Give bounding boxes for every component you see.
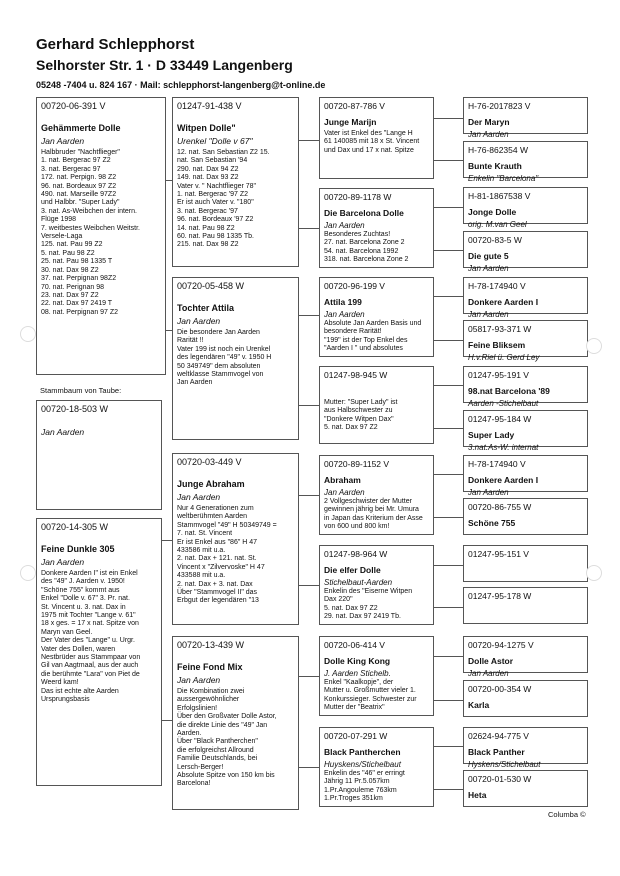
pigeon-name: Schöne 755 — [468, 518, 516, 528]
pigeon-card-col3-6 — [319, 636, 434, 716]
detail-line: Enkelin des "Eiserne Witpen — [324, 588, 413, 595]
pigeon-name: Heta — [468, 790, 487, 800]
ring-number: 00720-87-786 V — [324, 101, 385, 111]
pigeon-details — [324, 498, 429, 532]
ring-number: 01247-95-178 W — [468, 591, 532, 601]
detail-line: Er ist Enkel aus "86" H 47 — [177, 538, 258, 546]
pigeon-strain: Aarden -Stichelbaut — [468, 399, 539, 408]
detail-line: 5. nat. Dax 97 Z2 — [324, 604, 378, 612]
pigeon-card-col2-0 — [172, 97, 299, 267]
breeder-contact: 05248 -7404 u. 824 167 · Mail: schlepphorst-langenberg@t-online.de — [36, 80, 326, 90]
ring-number: 00720-06-414 V — [324, 640, 385, 650]
detail-line: 29. nat. Dax 97 2419 Tb. — [324, 613, 401, 621]
detail-line: 433588 mit u.a. — [177, 572, 226, 580]
pigeon-strain: Jan Aarden — [41, 136, 85, 146]
pigeon-card-col4-0 — [463, 97, 588, 139]
detail-line: Rarität !! — [177, 337, 204, 345]
pigeon-card-col1-0 — [36, 97, 166, 375]
connector-line — [162, 540, 172, 541]
detail-line: Vincent x "Zilvervoske" H 47 — [177, 563, 265, 571]
connector-line — [299, 405, 319, 406]
detail-line: Erfolgslinien! — [177, 704, 218, 712]
detail-line: 1.Pr.Troges 351km — [324, 795, 383, 803]
pigeon-name: Donkere Aarden I — [468, 475, 539, 485]
pigeon-card-col3-5 — [319, 545, 434, 625]
pigeon-strain: Jan Aarden — [41, 557, 85, 567]
detail-line: des "49" J. Aarden v. 1950! — [41, 578, 125, 586]
pigeon-strain: J. Aarden Stichelb. — [324, 669, 391, 678]
detail-line: Das ist echte alte Aarden — [41, 687, 119, 695]
detail-line: 290. nat. Dax 94 Z2 — [177, 165, 239, 173]
pigeon-name: Bunte Krauth — [468, 161, 522, 171]
detail-line: besondere Rarität! — [324, 328, 382, 336]
detail-line: weltberühmten Aarden — [177, 513, 248, 521]
pigeon-card-col4-15 — [463, 770, 588, 807]
detail-line: 96. nat. Bordeaux '97 Z2 — [177, 216, 254, 224]
detail-line: Jan Aarden — [177, 379, 213, 387]
ring-number: 01247-91-438 V — [177, 101, 242, 111]
detail-line: 96. nat. Bordeaux 97 Z2 — [41, 182, 117, 190]
pigeon-details — [177, 329, 294, 388]
detail-line: 1. nat. Bergerac '97 Z2 — [177, 191, 248, 199]
ring-number: 00720-05-458 W — [177, 281, 245, 291]
ring-number: 01247-98-945 W — [324, 370, 388, 380]
detail-line: aussergewöhnlicher — [177, 696, 240, 704]
pigeon-strain: orig. M.van Geel — [468, 220, 527, 229]
detail-line: 70. nat. Perignan 98 — [41, 283, 105, 291]
pigeon-details — [177, 149, 294, 250]
pigeon-name: Black Panther — [468, 747, 525, 757]
pigeon-strain: Urenkel "Dolle v 67" — [177, 136, 253, 146]
detail-line: 22. nat. Dax 97 2419 T — [41, 300, 113, 308]
connector-line — [299, 140, 319, 141]
detail-line: "Schöne 755" kommt aus — [41, 586, 120, 594]
detail-line: Absolute Spitze von 150 km bis — [177, 772, 275, 780]
ring-number: 00720-83-5 W — [468, 235, 522, 245]
ring-number: 00720-89-1152 V — [324, 459, 390, 469]
detail-line: 433586 mit u.a. — [177, 547, 226, 555]
pigeon-details — [324, 679, 429, 713]
detail-line: Vater v. " Nachtflieger 78" — [177, 182, 257, 190]
ring-number: H-78-174940 V — [468, 281, 526, 291]
connector-line — [299, 767, 319, 768]
connector-line — [162, 720, 172, 721]
pigeon-strain: Jan Aarden — [177, 316, 221, 326]
ring-number: 00720-96-199 V — [324, 281, 385, 291]
detail-line: 3. nat. Bergerac 97 — [41, 165, 101, 173]
ring-number: 01247-95-184 W — [468, 414, 532, 424]
ring-number: 00720-00-354 W — [468, 684, 532, 694]
detail-line: von 600 und 800 km! — [324, 523, 390, 531]
detail-line: "Aarden I " und absolutes — [324, 345, 403, 353]
detail-line: "199" ist der Top Enkel des — [324, 336, 408, 344]
detail-line: aus Halbschwester zu — [324, 407, 393, 415]
connector-line — [166, 330, 172, 331]
pigeon-name: Dolle Astor — [468, 656, 514, 666]
pigeon-strain: Jan Aarden — [468, 130, 509, 139]
ring-number: 00720-03-449 V — [177, 457, 242, 467]
pigeon-card-col4-2 — [463, 187, 588, 229]
detail-line: Enkel "Kaalkopje", der — [324, 679, 394, 686]
pigeon-name: Feine Dunkle 305 — [41, 544, 115, 554]
pigeon-name: Karla — [468, 700, 490, 710]
ring-number: H-81-1867538 V — [468, 191, 531, 201]
detail-line: 18 x ges. = 17 x nat. Spitze von — [41, 620, 139, 628]
connector-line — [434, 474, 463, 475]
pigeon-card-col4-1 — [463, 141, 588, 183]
connector-line — [434, 789, 463, 790]
pigeon-card-col4-14 — [463, 727, 588, 769]
pigeon-strain: Jan Aarden — [41, 427, 85, 437]
connector-line — [434, 250, 463, 251]
ring-number: 00720-86-755 W — [468, 502, 532, 512]
pigeon-name: Die gute 5 — [468, 251, 509, 261]
detail-line: Enkelin des "46" er erringt — [324, 770, 405, 777]
pigeon-name: Tochter Attila — [177, 303, 235, 313]
pigeon-card-col2-3 — [172, 636, 299, 810]
detail-line: Vater ist Enkel des "Lange H — [324, 130, 413, 137]
detail-line: 23. nat. Dax 97 Z2 — [41, 291, 99, 299]
detail-line: Ursprungsbasis — [41, 696, 90, 704]
stammbaum-label: Stammbaum von Taube: — [40, 386, 122, 395]
connector-line — [434, 385, 463, 386]
detail-line: Über "Black Pantherchen" — [177, 738, 258, 746]
pigeon-details — [41, 149, 161, 317]
pigeon-name: Junge Marijn — [324, 117, 377, 127]
pigeon-card-col4-6 — [463, 366, 588, 408]
detail-line: Familie Deutschlands, bei — [177, 755, 258, 763]
pigeon-name: Die Barcelona Dolle — [324, 208, 404, 218]
connector-line — [434, 517, 463, 518]
detail-line: Flüge 1998 — [41, 216, 77, 224]
detail-line: Lersch-Berger! — [177, 763, 224, 771]
pigeon-details — [177, 688, 294, 789]
ring-number: H-76-862354 W — [468, 145, 529, 155]
pigeon-strain: Enkelin "Barcelona" — [468, 174, 539, 183]
detail-line: nat. San Sebastian '94 — [177, 157, 248, 165]
detail-line: Nestbrüder aus Stammpaar von — [41, 654, 141, 662]
pigeon-details — [324, 130, 429, 155]
pigeon-name: Black Pantherchen — [324, 747, 401, 757]
detail-line: Stammvogel "49" H 50349749 = — [177, 521, 277, 529]
pigeon-card-col4-13 — [463, 680, 588, 717]
detail-line: Jährig 11 Pr.5.057km — [324, 778, 390, 786]
detail-line: Weerd kam! — [41, 679, 79, 687]
detail-line: Die Kombination zwei — [177, 688, 245, 695]
pigeon-card-col2-1 — [172, 277, 299, 440]
pigeon-name: Super Lady — [468, 430, 515, 440]
connector-line — [299, 676, 319, 677]
detail-line: 2 Vollgeschwister der Mutter — [324, 498, 412, 505]
ring-number: 00720-94-1275 V — [468, 640, 534, 650]
detail-line: 318. nat. Barcelona Zone 2 — [324, 256, 409, 264]
detail-line: 61 140085 mit 18 x St. Vincent — [324, 138, 420, 146]
detail-line: Mutter der "Beatrix" — [324, 704, 385, 712]
detail-line: und Dax und 17 x nat. Spitze — [324, 146, 414, 154]
pigeon-strain: Stichelbaut-Aarden — [324, 578, 393, 587]
detail-line: 5. nat. Pau 98 Z2 — [41, 249, 95, 257]
detail-line: Mutter u. Großmutter vieler 1. — [324, 687, 416, 695]
pigeon-strain: Jan Aarden — [324, 310, 365, 319]
breeder-name: Gerhard Schlepphorst — [36, 36, 195, 53]
ring-number: 00720-14-305 W — [41, 522, 109, 532]
pigeon-name: Feine Fond Mix — [177, 662, 243, 672]
connector-line — [434, 700, 463, 701]
detail-line: 7. nat. St. Vincent — [177, 530, 233, 538]
pigeon-card-col3-3 — [319, 366, 434, 444]
pigeon-name: Witpen Dolle" — [177, 123, 236, 133]
punch-hole — [586, 565, 602, 581]
detail-line: gewinnen jährig bei Mr. Umura — [324, 506, 419, 514]
detail-line: Er ist auch Vater v. "180" — [177, 199, 254, 207]
detail-line: "Donkere Witpen Dax" — [324, 415, 394, 423]
pigeon-card-col1-1 — [36, 400, 162, 510]
ring-number: 00720-01-530 W — [468, 774, 532, 784]
detail-line: in Japan das Kriterium der Asse — [324, 514, 423, 522]
pigeon-name: Dolle King Kong — [324, 656, 391, 666]
detail-line: 3. nat. As-Weibchen der intern. — [41, 207, 137, 215]
pigeon-strain: Huyskens/Stichelbaut — [324, 760, 401, 769]
detail-line: 2. nat. Dax + 121. nat. St. — [177, 555, 257, 563]
pigeon-card-col1-2 — [36, 518, 162, 786]
connector-line — [434, 656, 463, 657]
ring-number: 00720-89-1178 W — [324, 192, 392, 202]
ring-number: 02624-94-775 V — [468, 731, 529, 741]
pigeon-card-col4-7 — [463, 410, 588, 452]
detail-line: St. Vincent u. 3. nat. Dax in — [41, 603, 126, 611]
detail-line: 08. nat. Perpignan 97 Z2 — [41, 308, 119, 316]
ring-number: 01247-95-151 V — [468, 549, 529, 559]
connector-line — [299, 228, 319, 229]
pigeon-name: Junge Abraham — [177, 479, 245, 489]
detail-line: weltklasse Stammvogel von — [177, 371, 264, 379]
detail-line: Über den Großvater Dolle Astor, — [177, 713, 277, 721]
pigeon-strain: Jan Aarden — [468, 669, 509, 678]
connector-line — [434, 428, 463, 429]
footer-copyright: Columba © — [548, 810, 586, 819]
pigeon-card-col4-8 — [463, 455, 588, 497]
pigeon-card-col4-5 — [463, 320, 588, 362]
pigeon-name: Donkere Aarden I — [468, 297, 539, 307]
detail-line: 7. weitbestes Weibchen Weitstr. — [41, 224, 140, 232]
pigeon-name: Der Maryn — [468, 117, 510, 127]
detail-line: Vater des Dollen, waren — [41, 645, 116, 653]
detail-line: 149. nat. Dax 93 Z2 — [177, 174, 239, 182]
detail-line: 30. nat. Dax 98 Z2 — [41, 266, 99, 274]
detail-line: Absolute Jan Aarden Basis und — [324, 320, 422, 327]
pigeon-strain: Jan Aarden — [324, 488, 365, 497]
detail-line: 37. nat. Perpignan 98Z2 — [41, 275, 117, 283]
pigeon-name: Gehämmerte Dolle — [41, 123, 121, 133]
pigeon-card-col3-7 — [319, 727, 434, 807]
connector-line — [434, 160, 463, 161]
pigeon-strain: Hyskens/Stichelbaut — [468, 760, 541, 769]
connector-line — [434, 565, 463, 566]
detail-line: 1975 mit Tochter "Lange v. 61" — [41, 612, 136, 620]
punch-hole — [20, 326, 36, 342]
connector-line — [434, 607, 463, 608]
pigeon-details — [324, 399, 429, 433]
pigeon-card-col3-1 — [319, 188, 434, 268]
detail-line: Besonderes Zuchtas! — [324, 231, 391, 238]
detail-line: Halbbruder "Nachtflieger" — [41, 149, 120, 156]
pigeon-name: Abraham — [324, 475, 361, 485]
pigeon-details — [324, 320, 429, 354]
detail-line: Barcelona! — [177, 780, 211, 788]
pigeon-name: 98.nat Barcelona '89 — [468, 386, 550, 396]
pigeon-strain: Jan Aarden — [468, 310, 509, 319]
pigeon-card-col4-12 — [463, 636, 588, 678]
ring-number: H-78-174940 V — [468, 459, 526, 469]
pigeon-strain: H.v.Riel ü. Gerd Ley — [468, 353, 540, 362]
pigeon-strain: 3.nat.As-W. internat — [468, 443, 539, 452]
detail-line: 172. nat. Perpign. 98 Z2 — [41, 174, 117, 182]
detail-line: Über "Stammvogel II" das — [177, 589, 258, 597]
punch-hole — [20, 565, 36, 581]
connector-line — [299, 495, 319, 496]
detail-line: 12. nat. San Sebastian Z2 15. — [177, 149, 270, 156]
detail-line: Konkurssieger. Schwester zur — [324, 695, 417, 703]
detail-line: Vater 199 ist noch ein Urenkel — [177, 345, 271, 353]
pigeon-card-col4-4 — [463, 277, 588, 319]
detail-line: die berühmte "Lara" von Piet de — [41, 670, 140, 678]
pigeon-card-col4-9 — [463, 498, 588, 535]
punch-hole — [586, 338, 602, 354]
pigeon-name: Die elfer Dolle — [324, 565, 381, 575]
detail-line: 25. nat. Pau 98 1335 T — [41, 258, 113, 266]
detail-line: Donkere Aarden I" ist ein Enkel — [41, 570, 138, 577]
pigeon-details — [177, 505, 294, 606]
detail-line: die direkte Linie des "49" Jan — [177, 721, 268, 729]
ring-number: 00720-06-391 V — [41, 101, 106, 111]
detail-line: 1.Pr.Angouleme 763km — [324, 786, 397, 794]
detail-line: und Halbbr. "Super Lady" — [41, 199, 120, 207]
detail-line: 2. nat. Dax + 3. nat. Dax — [177, 580, 253, 588]
detail-line: 3. nat. Bergerac '97 — [177, 207, 238, 215]
detail-line: des legendären "49" v. 1950 H — [177, 354, 272, 362]
pigeon-details — [324, 588, 429, 622]
pigeon-strain: Jan Aarden — [177, 492, 221, 502]
pigeon-card-col2-2 — [172, 453, 299, 625]
pigeon-name: Attila 199 — [324, 297, 362, 307]
pigeon-card-col4-10 — [463, 545, 588, 582]
ring-number: 00720-07-291 W — [324, 731, 388, 741]
connector-line — [434, 296, 463, 297]
pigeon-name: Feine Bliksem — [468, 340, 526, 350]
connector-line — [434, 118, 463, 119]
pigeon-card-col3-0 — [319, 97, 434, 179]
pigeon-strain: Jan Aarden — [468, 488, 509, 497]
detail-line: Gil van Aagtmaal, aus der auch — [41, 662, 139, 670]
detail-line: Erbgut der legendären "13 — [177, 597, 259, 605]
connector-line — [166, 180, 172, 181]
pigeon-strain: Jan Aarden — [324, 221, 365, 230]
detail-line: Versele-Laga — [41, 233, 83, 241]
detail-line: 5. nat. Dax 97 Z2 — [324, 424, 378, 432]
connector-line — [299, 585, 319, 586]
connector-line — [434, 746, 463, 747]
detail-line: Mutter: "Super Lady" ist — [324, 399, 398, 406]
connector-line — [299, 315, 319, 316]
ring-number: 00720-13-439 W — [177, 640, 245, 650]
pigeon-card-col3-2 — [319, 277, 434, 357]
detail-line: Nur 4 Generationen zum — [177, 505, 254, 512]
detail-line: Dax 220" — [324, 596, 353, 604]
detail-line: 50 349749" dem absoluten — [177, 362, 261, 370]
detail-line: 490. nat. Marseille 97Z2 — [41, 191, 117, 199]
detail-line: Der Vater des "Lange" u. Urgr. — [41, 637, 135, 645]
pigeon-details — [41, 570, 157, 705]
detail-line: Enkel "Dolle v. 67" 3. Pr. nat. — [41, 595, 130, 603]
detail-line: 215. nat. Dax 98 Z2 — [177, 241, 239, 249]
detail-line: 125. nat. Pau 99 Z2 — [41, 241, 103, 249]
detail-line: Die besondere Jan Aarden — [177, 329, 260, 336]
pigeon-strain: Jan Aarden — [177, 675, 221, 685]
connector-line — [434, 340, 463, 341]
pigeon-name: Jonge Dolle — [468, 207, 517, 217]
detail-line: 14. nat. Pau 98 Z2 — [177, 224, 235, 232]
pigeon-details — [324, 231, 429, 265]
ring-number: H-76-2017823 V — [468, 101, 531, 111]
ring-number: 05817-93-371 W — [468, 324, 532, 334]
pigeon-card-col4-11 — [463, 587, 588, 624]
detail-line: 1. nat. Bergerac 97 Z2 — [41, 157, 111, 165]
ring-number: 00720-18-503 W — [41, 404, 109, 414]
detail-line: 54. nat. Barcelona 1992 — [324, 247, 399, 255]
pigeon-details — [324, 770, 429, 804]
detail-line: Aarden. — [177, 730, 202, 738]
ring-number: 01247-98-964 W — [324, 549, 388, 559]
detail-line: 60. nat. Pau 98 1335 Tb. — [177, 233, 254, 241]
ring-number: 01247-95-191 V — [468, 370, 529, 380]
pigeon-card-col4-3 — [463, 231, 588, 273]
detail-line: 27. nat. Barcelona Zone 2 — [324, 239, 405, 247]
pigeon-card-col3-4 — [319, 455, 434, 535]
breeder-address: Selhorster Str. 1 · D 33449 Langenberg — [36, 57, 293, 73]
connector-line — [434, 207, 463, 208]
detail-line: die erfolgreichst Allround — [177, 746, 254, 754]
pigeon-strain: Jan Aarden — [468, 264, 509, 273]
detail-line: Maryn van Geel. — [41, 628, 93, 636]
